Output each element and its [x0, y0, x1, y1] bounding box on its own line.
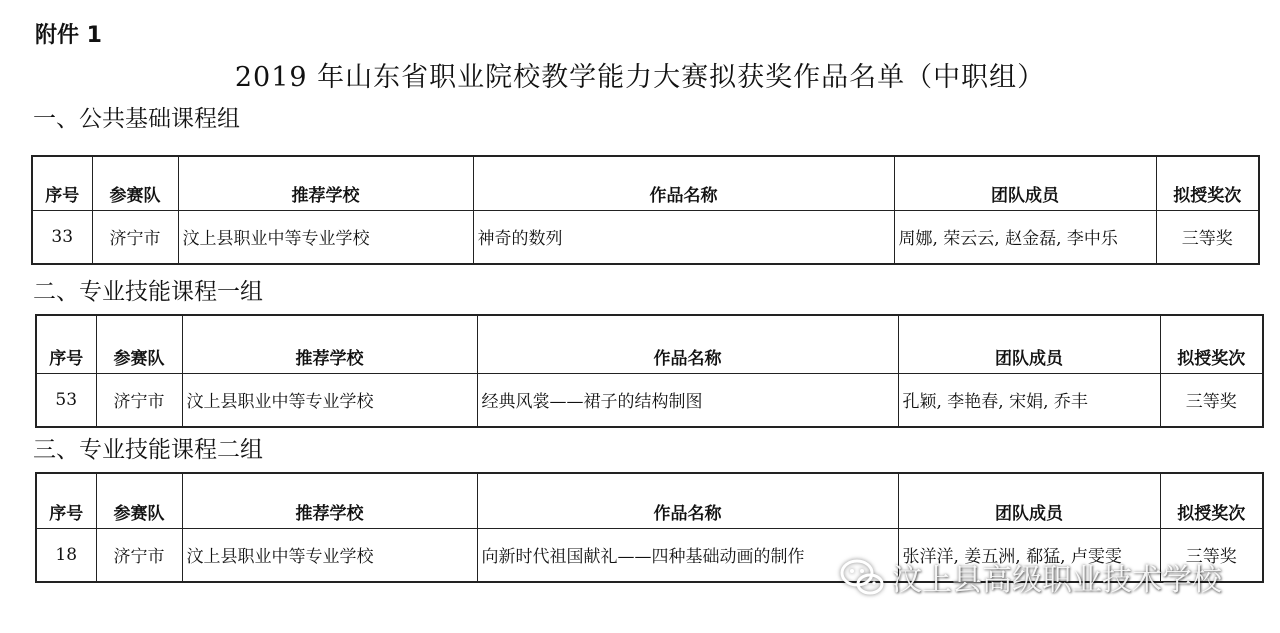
header-work: 作品名称 [477, 473, 898, 528]
cell-team: 济宁市 [92, 210, 178, 264]
award-table-skills-1 [35, 314, 1264, 428]
cell-school: 汶上县职业中等专业学校 [178, 210, 473, 264]
header-team: 参赛队 [96, 473, 182, 528]
table-header-row [32, 156, 1259, 210]
award-table-public-basic [31, 155, 1260, 265]
section-heading-skills-2: 三、专业技能课程二组 [33, 437, 263, 463]
cell-seq: 18 [36, 528, 96, 582]
cell-seq: 33 [32, 210, 92, 264]
table-row [36, 373, 1263, 427]
cell-members: 张洋洋, 姜五洲, 郗猛, 卢雯雯 [898, 528, 1160, 582]
wechat-icon [840, 558, 884, 596]
cell-team: 济宁市 [96, 373, 182, 427]
header-school: 推荐学校 [182, 315, 477, 373]
header-members: 团队成员 [898, 315, 1160, 373]
attachment-label: 附件 1 [35, 23, 102, 48]
header-school: 推荐学校 [182, 473, 477, 528]
cell-award: 三等奖 [1160, 528, 1263, 582]
header-members: 团队成员 [894, 156, 1156, 210]
section-heading-public-basic: 一、公共基础课程组 [33, 106, 240, 132]
cell-members: 周娜, 荣云云, 赵金磊, 李中乐 [894, 210, 1156, 264]
header-team: 参赛队 [96, 315, 182, 373]
cell-work: 神奇的数列 [473, 210, 894, 264]
document-title: 2019 年山东省职业院校教学能力大赛拟获奖作品名单（中职组） [234, 62, 1046, 93]
header-team: 参赛队 [92, 156, 178, 210]
header-seq: 序号 [36, 473, 96, 528]
cell-school: 汶上县职业中等专业学校 [182, 528, 477, 582]
cell-seq: 53 [36, 373, 96, 427]
header-work: 作品名称 [477, 315, 898, 373]
header-award: 拟授奖次 [1156, 156, 1259, 210]
header-members: 团队成员 [898, 473, 1160, 528]
table-header-row [36, 315, 1263, 373]
header-work: 作品名称 [473, 156, 894, 210]
header-seq: 序号 [36, 315, 96, 373]
header-award: 拟授奖次 [1160, 315, 1263, 373]
watermark-text: 汶上县高级职业技术学校 [892, 563, 1222, 598]
header-seq: 序号 [32, 156, 92, 210]
section-heading-skills-1: 二、专业技能课程一组 [33, 279, 263, 305]
cell-work: 经典风裳——裙子的结构制图 [477, 373, 898, 427]
table-header-row [36, 473, 1263, 528]
cell-team: 济宁市 [96, 528, 182, 582]
cell-award: 三等奖 [1160, 373, 1263, 427]
header-school: 推荐学校 [178, 156, 473, 210]
table-row [32, 210, 1259, 264]
cell-school: 汶上县职业中等专业学校 [182, 373, 477, 427]
wechat-watermark [840, 552, 1222, 602]
header-award: 拟授奖次 [1160, 473, 1263, 528]
cell-work: 向新时代祖国献礼——四种基础动画的制作 [477, 528, 898, 582]
cell-members: 孔颖, 李艳春, 宋娟, 乔丰 [898, 373, 1160, 427]
cell-award: 三等奖 [1156, 210, 1259, 264]
